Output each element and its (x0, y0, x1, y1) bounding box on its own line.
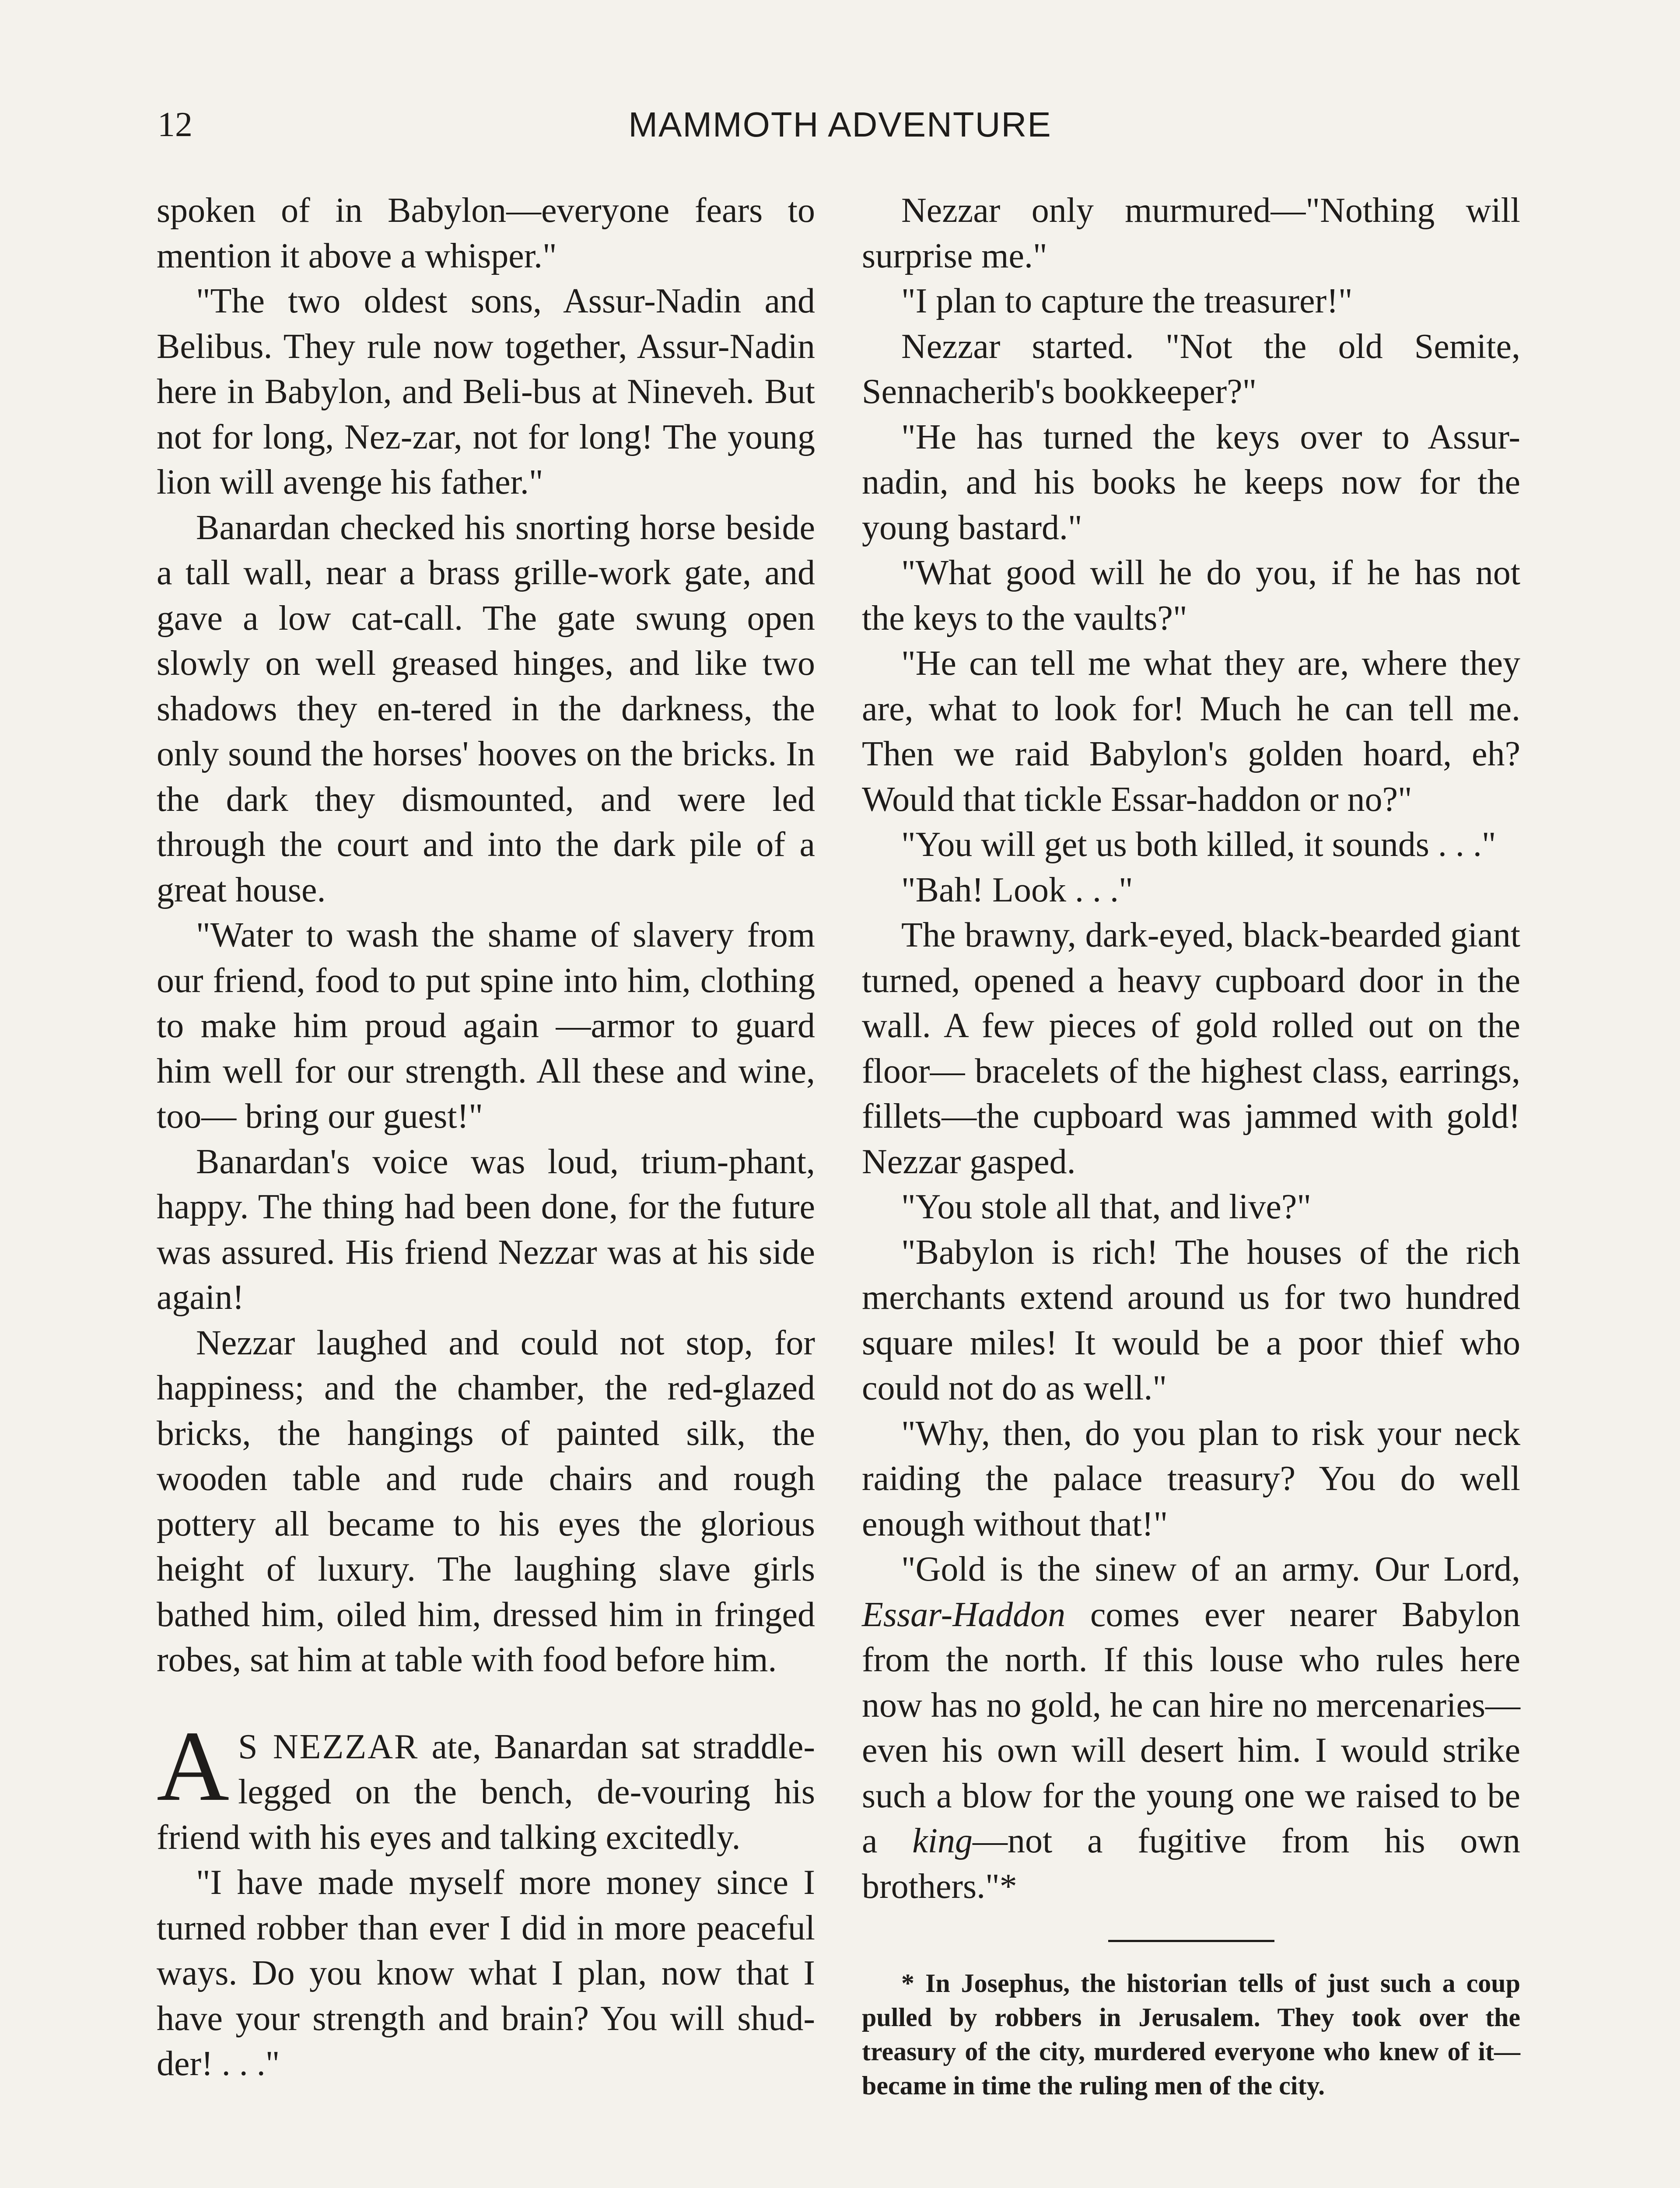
paragraph: "What good will he do you, if he has not the keys to the vaults?" (862, 554, 1520, 638)
paragraph: "Why, then, do you plan to risk your neck raiding the palace treasury? You do well enough without that!" (862, 1414, 1520, 1543)
paragraph: "Babylon is rich! The houses of the rich merchants extend around us for two hundred square miles! It would be a poor thief who could not do as well." (862, 1233, 1520, 1407)
section-opening-paragraph (157, 1710, 816, 1861)
running-title: MAMMOTH ADVENTURE (628, 105, 1052, 144)
italic-word: king (912, 1822, 973, 1860)
left-column (157, 188, 815, 2087)
footnote: * In Josephus, the historian tells of just such a coup pulled by robbers in Jerusalem. They took over the treasury of the city, murdered everyone who knew of it—became in time the ruling men of the city. (862, 1969, 1520, 2100)
paragraph: Nezzar only murmured—"Nothing will surprise me." (862, 191, 1520, 275)
paragraph: "You will get us both killed, it sounds . . ." (901, 825, 1496, 864)
paragraph: "You stole all that, and live?" (901, 1188, 1312, 1226)
paragraph: "He can tell me what they are, where they are, what to look for! Much he can tell me. Then we raid Babylon's golden hoard, eh? Would that tickle Essar-haddon or no?" (862, 644, 1520, 819)
paragraph: "Water to wash the shame of slavery from our friend, food to put spine into him, clothing to make him proud again —armor to guard him well for our strength. All these and wine, too— bring our guest!" (157, 916, 815, 1136)
right-column (862, 188, 1520, 2103)
page-header (158, 103, 1522, 151)
paragraph: Banardan checked his snorting horse beside a tall wall, near a brass grille-work gate, and gave a low cat-call. The gate swung open slowly on well greased hinges, and like two shadows they en-tered in the darkness, the only sound the horses' hooves on the bricks. In the dark they dismounted, and were led through the court and into the dark pile of a great house. (157, 508, 815, 909)
paragraph: "He has turned the keys over to Assur-nadin, and his books he keeps now for the young bastard." (862, 417, 1520, 547)
paragraph-text: "Gold is the sinew of an army. Our Lord, (901, 1550, 1520, 1588)
paragraph: Nezzar laughed and could not stop, for happiness; and the chamber, the red-glazed bricks, the hangings of painted silk, the wooden table and rude chairs and rough pottery all became to his eyes the glorious height of luxury. The laughing slave girls bathed him, oiled him, dressed him in fringed robes, sat him at table with food before him. (157, 1323, 815, 1679)
paragraph-text: comes ever nearer Babylon from the north. If this louse who rules here now has no gold, he can hire no mercenaries—even his own will desert him. I would strike such a blow for the young one we raised to be a (862, 1595, 1520, 1860)
lead-in: S NEZZAR (238, 1727, 419, 1766)
paragraph: Nezzar started. "Not the old Semite, Sennacherib's bookkeeper?" (862, 327, 1520, 411)
paragraph: spoken of in Babylon—everyone fears to mention it above a whisper." (157, 191, 815, 275)
paragraph: Banardan's voice was loud, trium-phant, happy. The thing had been done, for the future was assured. His friend Nezzar was at his side again! (157, 1142, 815, 1317)
drop-cap: A (157, 1710, 230, 1822)
paragraph: The brawny, dark-eyed, black-bearded giant turned, opened a heavy cupboard door in the wall. A few pieces of gold rolled out on the floor— bracelets of the highest class, earrings, fillets—the cupboard was jammed with gold! Nezzar gasped. (862, 916, 1520, 1181)
paragraph: "I have made myself more money since I turned robber than ever I did in more peaceful ways. Do you know what I plan, now that I have your strength and brain? You will shud-der! . . ." (157, 1863, 815, 2083)
paragraph: "I plan to capture the treasurer!" (901, 282, 1353, 320)
paragraph-text: —not a fugitive from his own brothers."* (862, 1822, 1520, 1906)
paragraph (862, 1547, 1520, 1909)
paragraph: "Bah! Look . . ." (901, 870, 1133, 909)
paragraph-text: ate, Banardan sat straddle-legged on the bench, de-vouring his friend with his eyes and talking excitedly. (157, 1727, 816, 1857)
footnote-divider (1108, 1940, 1274, 1942)
paragraph: "The two oldest sons, Assur-Nadin and Belibus. They rule now together, Assur-Nadin here in Babylon, and Beli-bus at Nineveh. But not for long, Nez-zar, not for long! The young lion will avenge his father." (157, 282, 815, 501)
page-number: 12 (158, 105, 192, 144)
italic-name: Essar-Haddon (862, 1595, 1066, 1634)
